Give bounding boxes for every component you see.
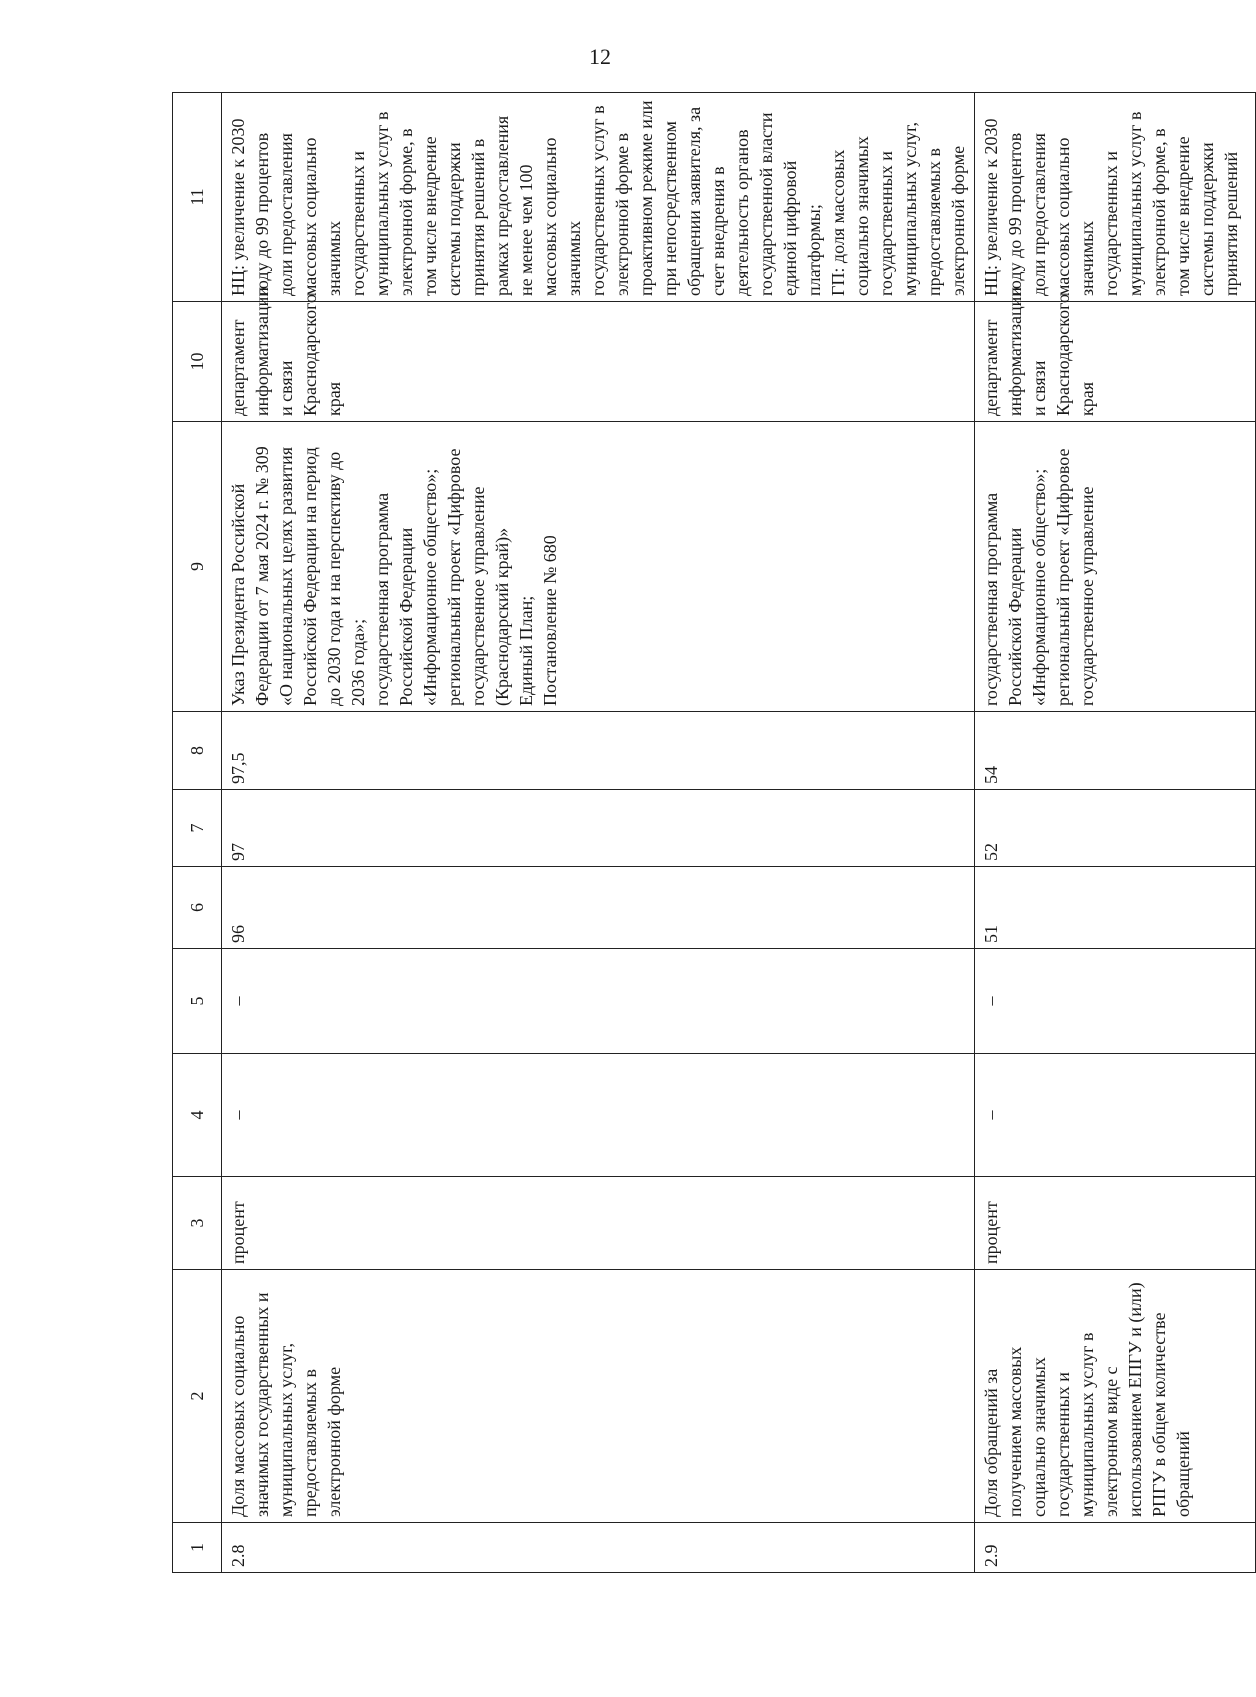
header-cell: 4 xyxy=(173,1054,222,1177)
header-cell: 3 xyxy=(173,1177,222,1270)
value-cell: 96 xyxy=(222,867,975,949)
unit-cell: процент xyxy=(975,1177,1256,1270)
responsible-cell: департамент информатизации и связи Краснодарского края xyxy=(222,302,975,422)
value-cell: – xyxy=(975,949,1256,1054)
value-cell: – xyxy=(222,949,975,1054)
header-cell: 10 xyxy=(173,302,222,422)
table-row xyxy=(975,93,1256,1573)
rotated-table-wrapper xyxy=(172,93,1241,1573)
table-row xyxy=(222,93,975,1573)
value-cell: 54 xyxy=(975,712,1256,790)
unit-cell: процент xyxy=(222,1177,975,1270)
target-link-cell: НЦ: увеличение к 2030 году до 99 процентов доли предоставления массовых социально значимых государственных и муниципальных услуг в электронной форме, в том числе внедрение системы поддержки принятия решений xyxy=(975,93,1256,302)
header-cell: 11 xyxy=(173,93,222,302)
header-row xyxy=(173,93,222,1573)
header-cell: 1 xyxy=(173,1523,222,1573)
page-number: 12 xyxy=(589,44,611,69)
rotated-table xyxy=(172,93,1241,1573)
row-number: 2.9 xyxy=(975,1523,1256,1573)
header-cell: 7 xyxy=(173,790,222,867)
value-cell: – xyxy=(975,1054,1256,1177)
header-cell: 2 xyxy=(173,1270,222,1523)
responsible-cell: департамент информатизации и связи Краснодарского края xyxy=(975,302,1256,422)
indicator-name: Доля массовых социально значимых государственных и муниципальных услуг, предоставляемых в электронной форме xyxy=(222,1270,975,1523)
row-number: 2.8 xyxy=(222,1523,975,1573)
value-cell: 97 xyxy=(222,790,975,867)
indicator-name: Доля обращений за получением массовых социально значимых государственных и муниципальных услуг в электронном виде с использованием ЕПГУ и (или) РПГУ в общем количестве обращений xyxy=(975,1270,1256,1523)
header-cell: 8 xyxy=(173,712,222,790)
value-cell: 52 xyxy=(975,790,1256,867)
source-document-cell: Указ Президента Российской Федерации от 7 мая 2024 г. № 309 «О национальных целях развития Российской Федерации на период до 2030 года и на перспективу до 2036 года»; государственная программа Российской Федерации «Информационное общество»; региональный проект «Цифровое государственное управление (Краснодарский край)» Единый План; Постановление № 680 xyxy=(222,422,975,712)
value-cell: 51 xyxy=(975,867,1256,949)
target-link-cell: НЦ: увеличение к 2030 году до 99 процентов доли предоставления массовых социально значимых государственных и муниципальных услуг в электронной форме, в том числе внедрение системы поддержки принятия решений в рамках предоставления не менее чем 100 массовых социально значимых государственных услуг в электронной форме в проактивном режиме или при непосредственном обращении заявителя, за счет внедрения в деятельность органов государственной власти единой цифровой платформы; ГП: доля массовых социально значимых государственных и муниципальных услуг, предоставляемых в электронной форме xyxy=(222,93,975,302)
header-cell: 6 xyxy=(173,867,222,949)
header-cell: 9 xyxy=(173,422,222,712)
header-cell: 5 xyxy=(173,949,222,1054)
value-cell: – xyxy=(222,1054,975,1177)
source-document-cell: государственная программа Российской Федерации «Информационное общество»; региональный проект «Цифровое государственное управление xyxy=(975,422,1256,712)
indicators-table xyxy=(172,92,1256,1573)
value-cell: 97,5 xyxy=(222,712,975,790)
